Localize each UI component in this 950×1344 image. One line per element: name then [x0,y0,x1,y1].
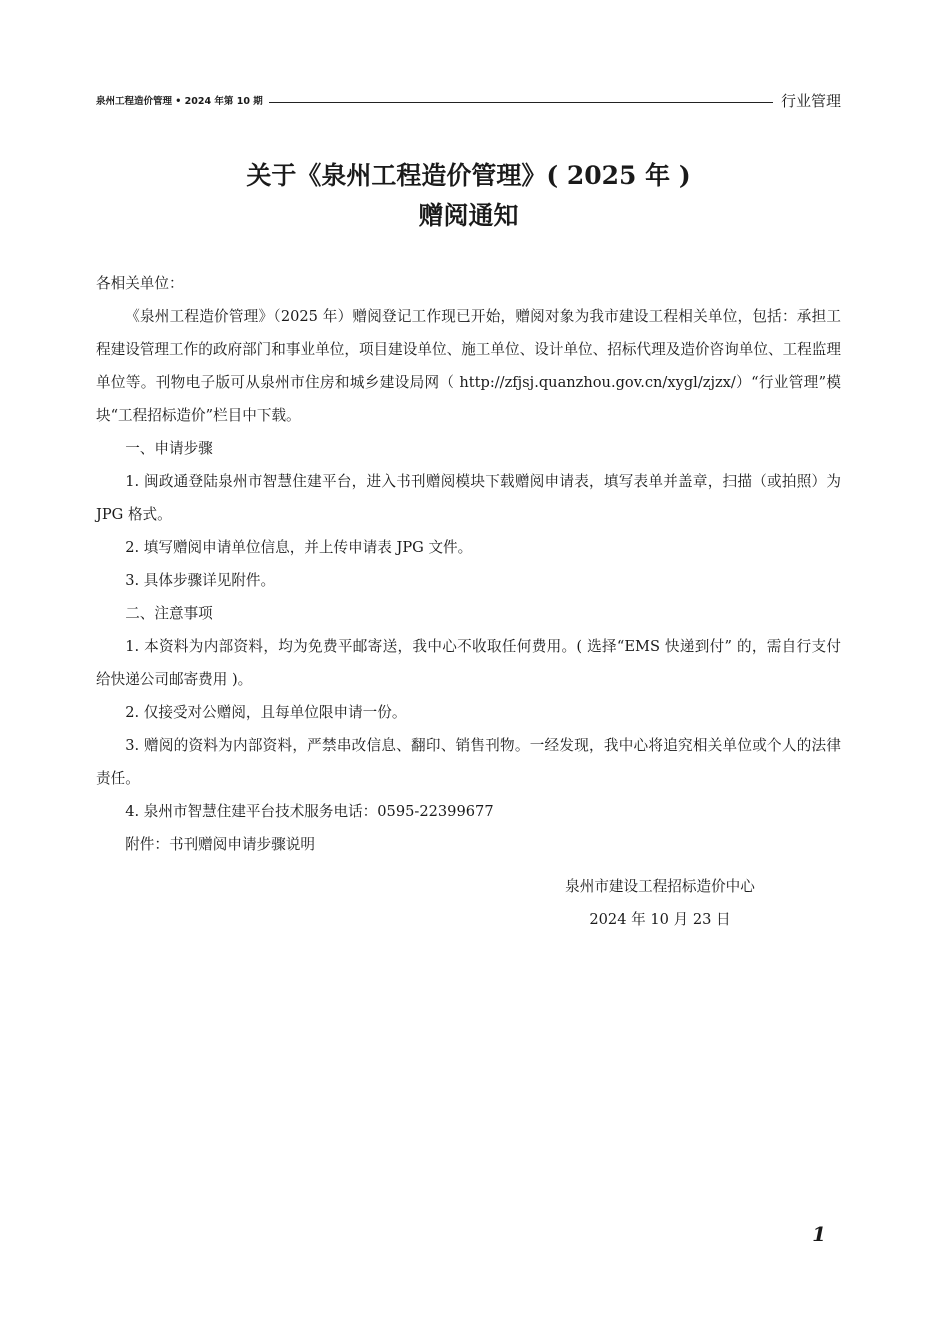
page-number: 1 [812,1222,826,1246]
notice-body [96,267,841,861]
section-heading-steps: 一、申请步骤 [125,440,213,457]
intro-paragraph: 《泉州工程造价管理》（2025 年）赠阅登记工作现已开始，赠阅对象为我市建设工程相关单位，包括：承担工程建设管理工作的政府部门和事业单位，项目建设单位、施工单位、设计单位、招标代理及造价咨询单位、工程监理单位等。刊物电子版可从泉州市住房和城乡建设局网（ http://zfjsj.quanzhou.gov.cn/xygl/zjzx/）“行业管理”模块“工程招标造价”栏目中下载。 [96,308,841,424]
signing-date: 2024 年 10 月 23 日 [589,911,731,928]
list-item: 3. 赠阅的资料为内部资料，严禁串改信息、翻印、销售刊物。一经发现，我中心将追究相关单位或个人的法律责任。 [96,737,841,787]
title-line-2: 赠阅通知 [418,201,519,230]
signature-block [500,870,820,936]
notice-title [96,156,841,236]
signing-organization: 泉州市建设工程招标造价中心 [565,878,755,895]
list-item: 1. 闽政通登陆泉州市智慧住建平台，进入书刊赠阅模块下载赠阅申请表，填写表单并盖章，扫描（或拍照）为 JPG 格式。 [96,473,841,523]
section-heading-notes: 二、注意事项 [125,605,213,622]
header-rule [269,102,773,103]
attachment-note: 附件：书刊赠阅申请步骤说明 [125,836,315,853]
journal-issue: 泉州工程造价管理 • 2024 年第 10 期 [96,96,263,107]
running-header [96,88,841,112]
list-item: 1. 本资料为内部资料，均为免费平邮寄送，我中心不收取任何费用。( 选择“EMS 快递到付” 的，需自行支付给快递公司邮寄费用 )。 [96,638,841,688]
salutation: 各相关单位： [96,275,184,292]
list-item: 2. 仅接受对公赠阅，且每单位限申请一份。 [125,704,407,721]
list-item: 2. 填写赠阅申请单位信息，并上传申请表 JPG 文件。 [125,539,473,556]
list-item: 3. 具体步骤详见附件。 [125,572,276,589]
section-name: 行业管理 [780,91,841,110]
list-item: 4. 泉州市智慧住建平台技术服务电话：0595-22399677 [125,803,494,820]
title-line-1: 关于《泉州工程造价管理》( 2025 年 ) [246,161,691,190]
